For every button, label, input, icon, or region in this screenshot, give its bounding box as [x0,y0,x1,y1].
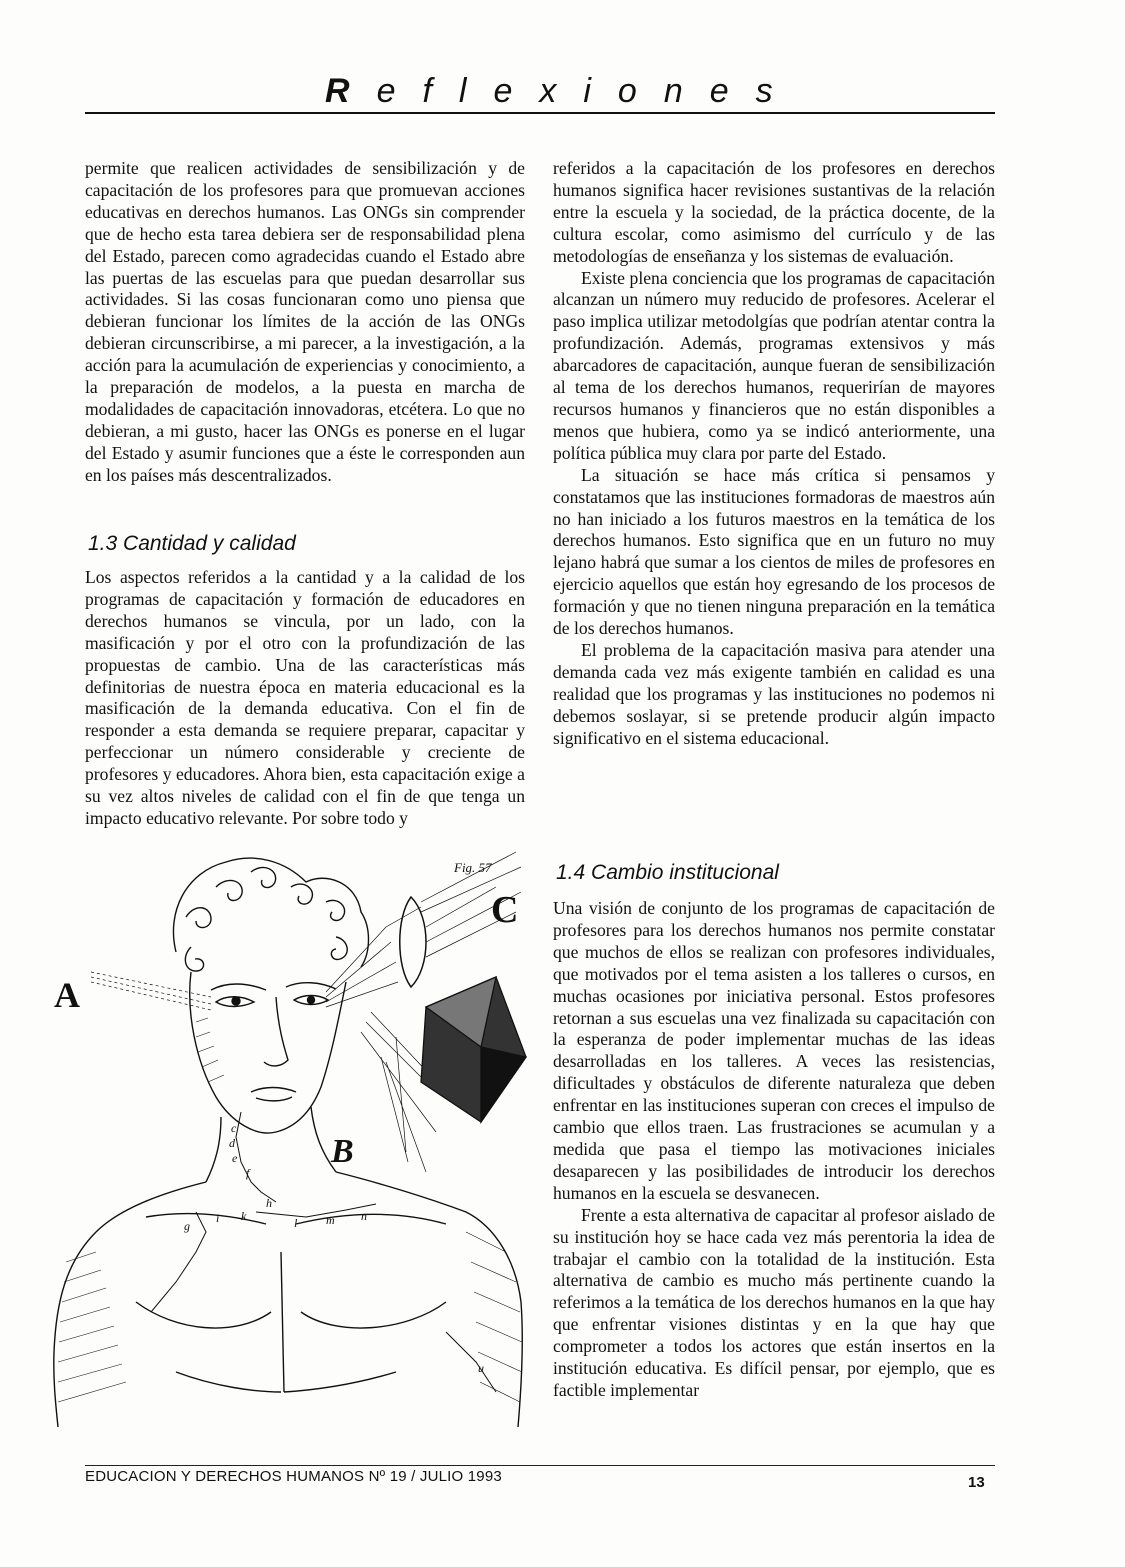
paragraph: El problema de la capacitación masiva para atender una demanda cada vez más exigente también en calidad es una realidad que los programas y las instituciones no podemos ni debemos soslayar, si se pretende producir algún impacto significativo en el sistema educacional. [553,639,995,748]
paragraph: Los aspectos referidos a la cantidad y a la calidad de los programas de capacitación y formación de educadores en derechos humanos se vincula, por un lado, con la masificación y por el otro con la profundización de las propuestas de cambio. Una de las características más definitorias de nuestra época en materia educacional es la masificación de la demanda educativa. Con el fin de responder a esta demanda se requiere preparar, capacitar y perfeccionar un número considerable y creciente de profesores y educadores. Ahora bien, esta capacitación exige a su vez altos niveles de calidad con el fin de que tenga un impacto educativo relevante. Por sobre todo y [85,567,525,828]
running-head-title: Reflexiones [325,72,800,110]
paragraph: permite que realicen actividades de sensibilización y de capacitación de los profesores para que promuevan acciones educativas en derechos humanos. Las ONGs sin comprender que de hecho esta tarea debiera ser de responsabilidad plena del Estado, parecen como agradecidas cuando el Estado abre las puertas de las escuelas para que puedan desarrollar sus actividades. Si las cosas funcionaran como uno piensa que debieran funcionar los límites de la acción de las ONGs debieran circunscribirse, a mi parecer, a la investigación, a la acción para la acumulación de experiencias y conocimiento, a la preparación de modelos, a la puesta en marcha de modalidades de capacitación innovadoras, etcétera. Lo que no debieran, a mi gusto, hacer las ONGs es ponerse en el lugar del Estado y asumir funciones que a éste le corresponden aun en los países más descentralizados. [85,158,525,485]
svg-text:l: l [294,1216,298,1230]
svg-text:f: f [246,1166,250,1180]
paragraph: referidos a la capacitación de los profesores en derechos humanos significa hacer revisiones sustantivas de la relación entre la escuela y la sociedad, de la práctica docente, de la cultura escolar, como asimismo del currículo y de las metodologías de enseñanza y los sistemas de evaluación. [553,158,995,266]
svg-text:c: c [231,1121,237,1135]
paragraph: Una visión de conjunto de los programas de capacitación de profesores para los derechos humanos nos permite constatar que muchos de ellos se realizan con profesores individuales, que motivados por el tema asisten a los talleres o cursos, en muchas ocasiones por iniciativa personal. Estos profesores retornan a sus escuelas una vez finalizada su capacitación con la esperanza de poder implementar muchas de las ideas desarrolladas en los talleres. A veces las resistencias, dificultades y obstáculos de diferente naturaleza que deben enfrentar en las instituciones superan con creces el impulso de cambio que ellos traen. Las frustraciones se acumulan y a medida que pasa el tiempo las motivaciones iniciales desaparecen y las posibilidades de introducir los derechos humanos en la escuela se desvanecen. [553,898,995,1203]
paragraph: La situación se hace más crítica si pensamos y constatamos que las instituciones formadoras de maestros aún no han iniciado a los futuros maestros en la temática de los derechos humanos. Esto significa que en un futuro no muy lejano habrá que sumar a los cientos de miles de profesores en ejercicio aquellos que están hoy egresando de los procesos de formación y que no tienen ninguna preparación en la temática de los derechos humanos. [553,464,995,639]
figure-label-c: C [491,889,519,931]
footer-rule [85,1465,995,1466]
left-column-section-1-3 [85,567,525,830]
header-rule [85,112,995,114]
right-column-top [553,158,995,749]
running-head [85,66,995,116]
page-number: 13 [968,1474,985,1491]
paragraph: Existe plena conciencia que los programas de capacitación alcanzan un número muy reducido de profesores. Acelerar el paso implica utilizar metodolgías que podrían atentar contra la profundización. Además, programas extensivos y más abarcadores de capacitación, aunque fueran de sensibilización al tema de los derechos humanos, requerirían de mayores recursos humanos y financieros que no están disponibles a menos que hubiera, como ya se indicó anteriormente, una política pública muy clara por parte del Estado. [553,267,995,463]
left-column-intro [85,158,525,487]
svg-text:d: d [229,1136,235,1150]
svg-text:i: i [216,1211,220,1225]
figure-number-label: Fig. 57 [454,860,492,875]
svg-text:n: n [361,1209,367,1223]
figure-label-a: A [54,975,80,1015]
engraving-illustration [26,832,546,1427]
svg-text:e: e [232,1151,238,1165]
svg-text:u: u [478,1361,484,1375]
right-column-section-1-4 [553,898,995,1402]
figure-label-b: B [331,1133,354,1170]
footer-publication: EDUCACION Y DERECHOS HUMANOS Nº 19 / JULIO 1993 [85,1468,502,1485]
section-heading-1-4: 1.4 Cambio institucional [556,861,779,884]
svg-text:k: k [241,1209,247,1223]
svg-text:g: g [184,1219,190,1233]
paragraph: Frente a esta alternativa de capacitar al profesor aislado de su institución hoy se hace cada vez más perentoria la idea de trabajar el cambio con la totalidad de la institución. Esta alternativa de cambio es mucho más pertinente cuando la referimos a la temática de los derechos humanos en la que hay que enfrentar visiones distintas y en la que hay que comprometer a todos los actores que están insertos en la institución educativa. Es difícil pensar, por ejemplo, que es factible implementar [553,1204,995,1400]
section-heading-1-3: 1.3 Cantidad y calidad [88,532,296,555]
svg-text:m: m [326,1213,335,1227]
svg-text:h: h [266,1196,272,1210]
